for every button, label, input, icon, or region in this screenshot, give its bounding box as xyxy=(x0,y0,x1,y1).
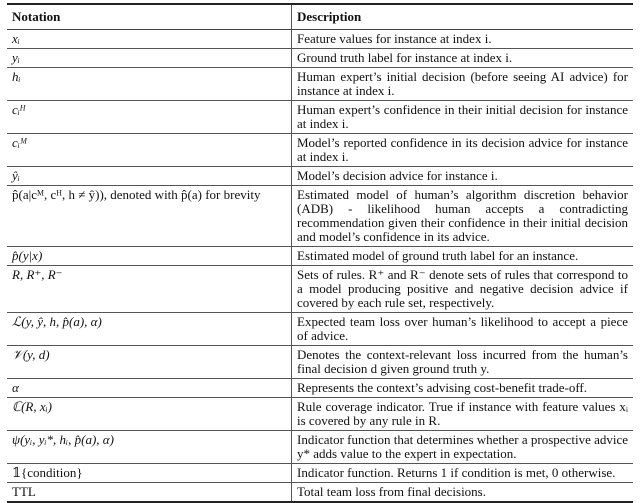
description-cell: Total team loss from final decisions. xyxy=(292,483,634,503)
table-row xyxy=(7,398,633,431)
description-cell: Ground truth label for instance at index i. xyxy=(292,49,634,68)
notation-cell: yᵢ xyxy=(7,49,292,68)
notation-cell: cᵢᴹ xyxy=(7,134,292,167)
description-cell: Human expert’s confidence in their initial decision for instance at index i. xyxy=(292,101,634,134)
table-row xyxy=(7,346,633,379)
description-cell: Human expert’s initial decision (before seeing AI advice) for instance at index i. xyxy=(292,68,634,101)
description-cell: Denotes the context-relevant loss incurred from the human’s final decision d given ground truth y. xyxy=(292,346,634,379)
notation-cell: cᵢᴴ xyxy=(7,101,292,134)
header-description: Description xyxy=(292,4,634,30)
notation-cell: 𝒱(y, d) xyxy=(7,346,292,379)
notation-cell: hᵢ xyxy=(7,68,292,101)
table-row xyxy=(7,483,633,503)
header-notation: Notation xyxy=(7,4,292,30)
table-row xyxy=(7,431,633,464)
notation-cell: ŷᵢ xyxy=(7,167,292,186)
description-cell: Estimated model of ground truth label for an instance. xyxy=(292,247,634,266)
notation-cell: p̂(y|x) xyxy=(7,247,292,266)
table-row xyxy=(7,30,633,49)
table-row xyxy=(7,167,633,186)
table-row xyxy=(7,68,633,101)
table-row xyxy=(7,134,633,167)
notation-cell: 𝟙{condition} xyxy=(7,464,292,483)
description-cell: Feature values for instance at index i. xyxy=(297,31,492,46)
description-cell: Represents the context’s advising cost-benefit trade-off. xyxy=(292,379,634,398)
description-cell: Estimated model of human’s algorithm discretion behavior (ADB) - likelihood human accepts a contradicting recommendation given their confidence in their initial decision and model’s confidence in its advice. xyxy=(292,186,634,247)
description-cell: Model’s reported confidence in its decision advice for instance at index i. xyxy=(292,134,634,167)
table-header-row xyxy=(7,4,633,30)
notation-cell: p̂(a|cᴹ, cᴴ, h ≠ ŷ)), denoted with p̂(a) for brevity xyxy=(7,186,292,247)
table-row xyxy=(7,101,633,134)
table-row xyxy=(7,313,633,346)
table-row xyxy=(7,247,633,266)
notation-cell: α xyxy=(7,379,292,398)
description-cell: Rule coverage indicator. True if instance with feature values xᵢ is covered by any rule in R. xyxy=(292,398,634,431)
notation-cell: TTL xyxy=(7,483,292,503)
notation-cell: ψ(yᵢ, yᵢ*, hᵢ, p̂(a), α) xyxy=(7,431,292,464)
description-cell: Sets of rules. R⁺ and R⁻ denote sets of rules that correspond to a model producing positive and negative decision advice if covered by each rule set, respectively. xyxy=(292,266,634,313)
description-cell: Indicator function. Returns 1 if condition is met, 0 otherwise. xyxy=(292,464,634,483)
notation-cell: ℒ(y, ŷ, h, p̂(a), α) xyxy=(7,313,292,346)
table-row xyxy=(7,186,633,247)
description-cell: Indicator function that determines whether a prospective advice y* adds value to the expert in expectation. xyxy=(292,431,634,464)
notation-cell: xᵢ xyxy=(7,30,292,49)
notation-table xyxy=(7,3,633,503)
notation-cell: ℂ(R, xᵢ) xyxy=(7,398,292,431)
notation-cell: R, R⁺, R⁻ xyxy=(7,266,292,313)
table-row xyxy=(7,266,633,313)
description-cell: Expected team loss over human’s likelihood to accept a piece of advice. xyxy=(292,313,634,346)
table-row xyxy=(7,464,633,483)
description-cell: Model’s decision advice for instance i. xyxy=(292,167,634,186)
table-row xyxy=(7,379,633,398)
table-row xyxy=(7,49,633,68)
